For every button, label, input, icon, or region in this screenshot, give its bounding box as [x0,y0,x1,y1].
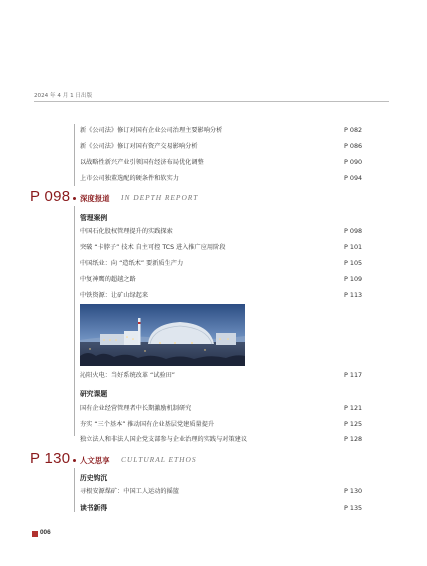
section-subtitle: CULTURAL ETHOS [121,455,197,464]
toc-item[interactable] [80,258,368,269]
intro-bar [74,124,75,186]
toc-item-title: 国有企业经营管理者中长期激励机制研究 [80,405,192,412]
toc-item-page: P 109 [344,275,363,283]
toc-item-title: 突破 “卡脖子” 技术 自主可控 TCS 进入推广应用阶段 [80,244,226,251]
toc-item-title: 中复神鹰的超越之路 [80,276,136,283]
toc-item-page: P 094 [344,174,363,182]
header-divider [34,101,389,102]
toc-item[interactable] [80,141,368,152]
toc-item[interactable] [80,290,368,301]
toc-item-page: P 105 [344,259,363,267]
toc-item-title: 新《公司法》修订对国有企业公司治理主要影响分析 [80,127,223,134]
toc-item-title: 独立法人和非法人国企党支部参与企业治理的实践与对策建议 [80,436,248,443]
toc-item-page: P 090 [344,158,363,166]
toc-item-page: P 135 [344,504,363,512]
toc-item[interactable] [80,226,368,237]
toc-item[interactable] [80,403,368,414]
toc-item-title: 中国纸业：向 “造纸术” 要新质生产力 [80,260,184,267]
toc-item-title: 夯实 “三个基本” 推动国有企业基层党建质量提升 [80,421,215,428]
toc-item-page: P 130 [344,487,363,495]
section-bar [74,468,75,512]
toc-item-page: P 082 [344,126,363,134]
toc-item-title: 中国石化股权管理提升的实践探索 [80,228,173,235]
power-plant-photo [80,304,245,366]
toc-item-page: P 101 [344,243,363,251]
toc-item-page: P 113 [344,291,363,299]
toc-item[interactable] [80,370,368,381]
toc-item-title: 沁阳火电：当好系统改革 “试验田” [80,372,176,379]
toc-item-page: P 117 [344,371,363,379]
page-number: 006 [40,529,51,536]
section-subtitle: IN DEPTH REPORT [121,193,199,202]
section-title: 深度报道 [80,194,110,203]
toc-item[interactable] [80,503,368,514]
toc-item-title: 上市公司独董选配的硬条件和软实力 [80,175,179,182]
subsection-heading: 管理案例 [80,214,108,222]
toc-item-title: 新《公司法》修订对国有资产交易影响分析 [80,143,198,150]
toc-item-page: P 125 [344,420,363,428]
section-bar [74,206,75,436]
toc-item-page: P 128 [344,435,363,443]
toc-item[interactable] [80,157,368,168]
toc-item[interactable] [80,125,368,136]
toc-item[interactable] [80,434,368,445]
toc-item[interactable] [80,274,368,285]
toc-item-page: P 121 [344,404,363,412]
toc-item-page: P 098 [344,227,363,235]
toc-item[interactable] [80,486,368,497]
toc-item[interactable] [80,242,368,253]
toc-item-title: 中铁资源：让矿山绿起来 [80,292,149,299]
toc-item[interactable] [80,173,368,184]
subsection-heading: 读书新得 [80,504,108,512]
publication-date: 2024 年 4 月 1 日出版 [34,93,93,99]
toc-item[interactable] [80,419,368,430]
subsection-heading: 历史钩沉 [80,474,108,482]
toc-item-title: 寻根安源煤矿：中国工人运动的摇篮 [80,488,179,495]
section-dot [73,197,76,200]
section-title: 人文思享 [80,456,110,465]
section-page-number: P 130 [30,450,71,467]
footer-mark [32,531,38,537]
toc-item-page: P 086 [344,142,363,150]
section-dot [73,459,76,462]
subsection-heading: 研究课题 [80,390,108,398]
section-page-number: P 098 [30,188,71,205]
toc-item-title: 以战略性新兴产业引领国有经济布局优化调整 [80,159,204,166]
